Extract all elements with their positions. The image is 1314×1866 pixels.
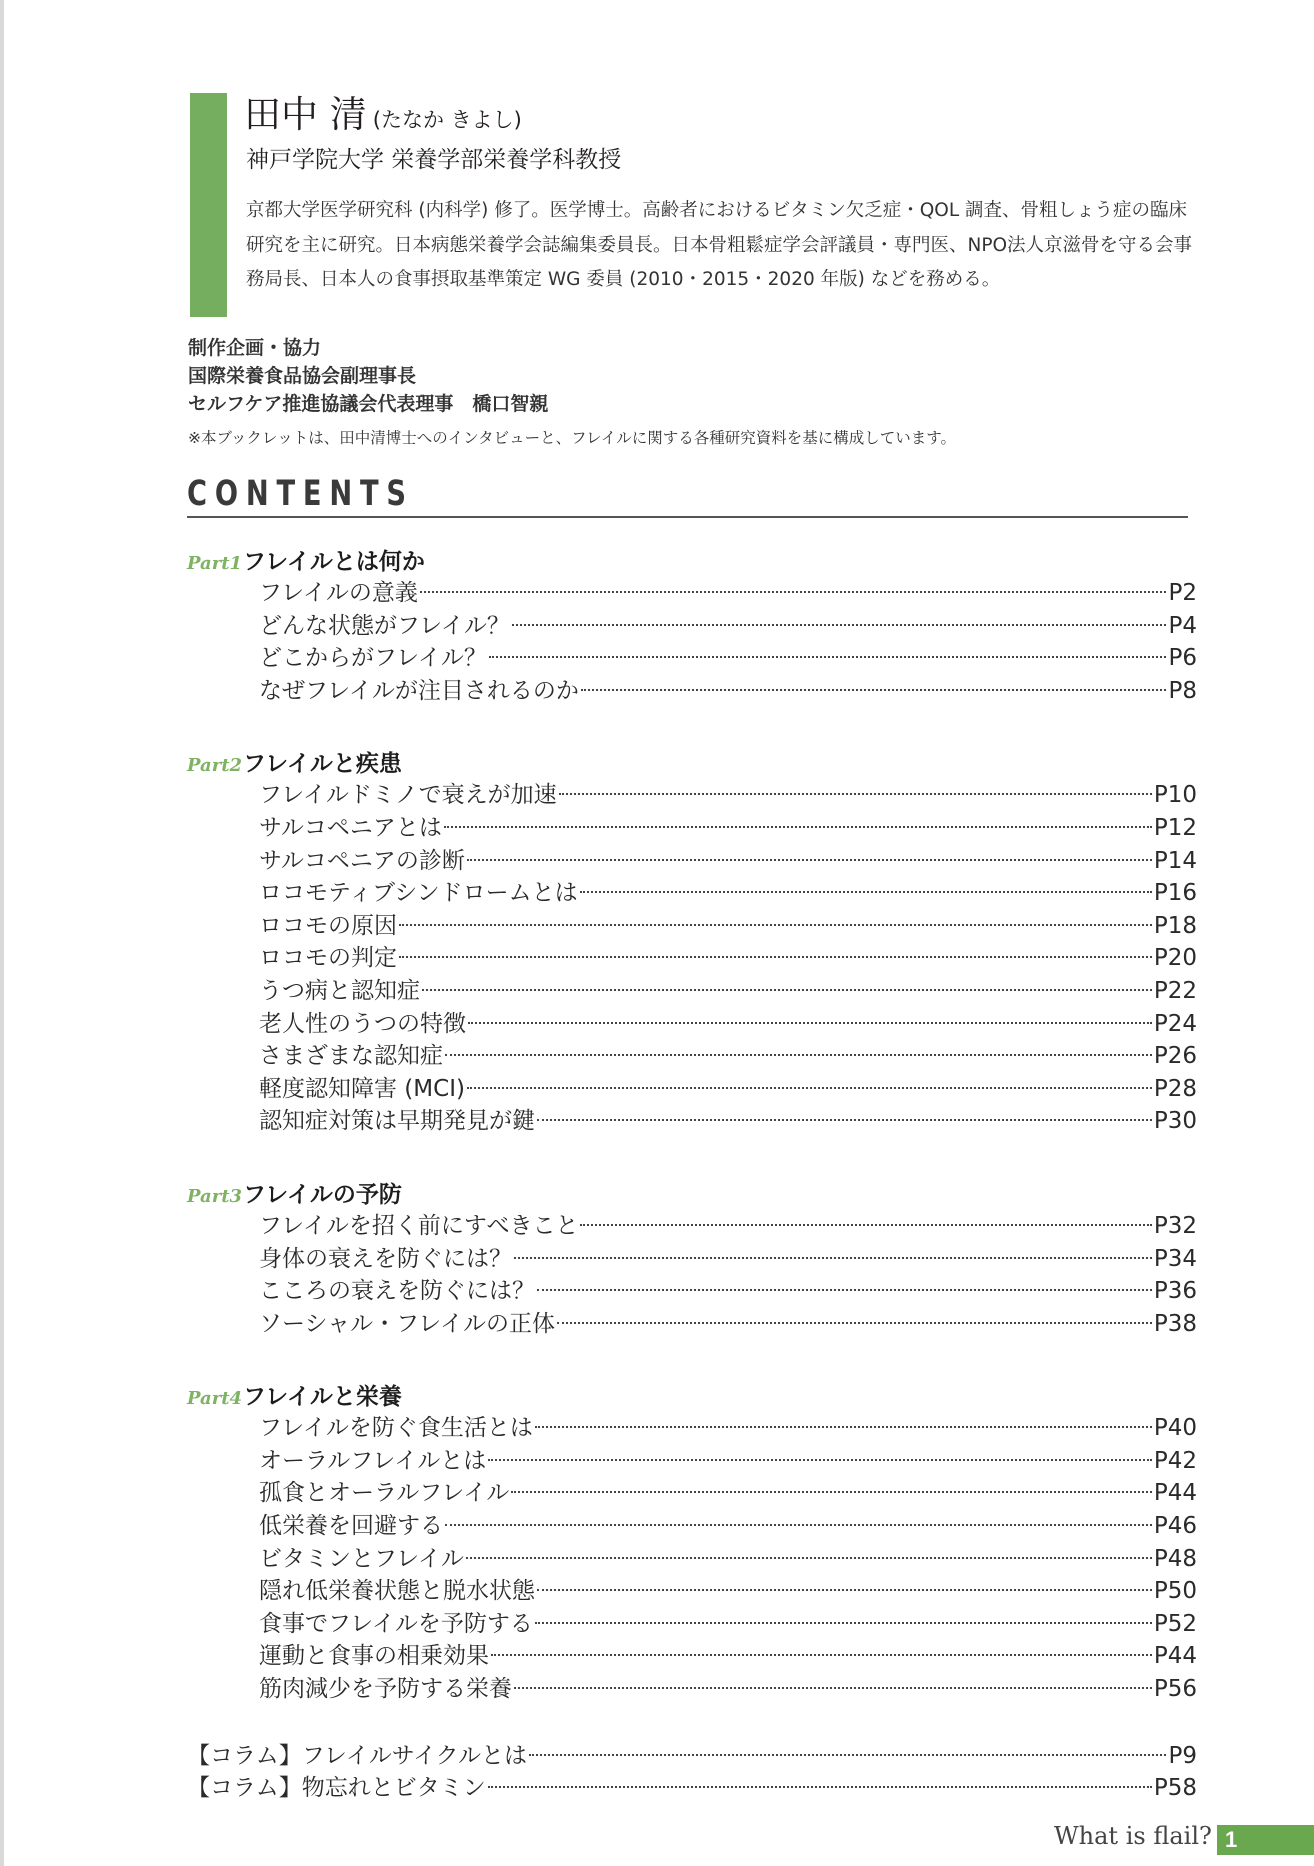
toc-entry[interactable] — [187, 642, 1197, 675]
author-kana: (たなか きよし) — [372, 108, 522, 132]
toc-entry-title: 低栄養を回避する — [259, 1513, 443, 1540]
toc-entry[interactable] — [187, 1412, 1197, 1445]
toc-entry[interactable] — [187, 1275, 1197, 1308]
toc-entry-page: P16 — [1153, 880, 1197, 907]
toc-entry-title: サルコペニアの診断 — [259, 847, 465, 874]
toc-entry-page: P24 — [1153, 1010, 1197, 1037]
toc-entry-title: 孤食とオーラルフレイル — [259, 1480, 510, 1507]
toc-part-section — [187, 1378, 1197, 1705]
toc-part-heading — [187, 543, 1197, 577]
toc-entry[interactable] — [187, 1210, 1197, 1243]
part-label: Part4 — [187, 1388, 243, 1410]
dot-leader — [535, 1622, 1152, 1624]
toc-column-entry[interactable] — [187, 1740, 1197, 1773]
toc-entry-page: P44 — [1153, 1643, 1197, 1670]
toc-entry[interactable] — [187, 610, 1197, 643]
dot-leader — [580, 891, 1152, 893]
toc-entry[interactable] — [187, 877, 1197, 910]
toc-part-heading — [187, 1378, 1197, 1412]
toc-entry-page: P20 — [1153, 945, 1197, 972]
toc-entry-title: ロコモティブシンドロームとは — [259, 880, 578, 907]
toc-entry-page: P26 — [1153, 1043, 1197, 1070]
toc-entry[interactable] — [187, 1543, 1197, 1576]
dot-leader — [488, 1459, 1152, 1461]
toc-entry[interactable] — [187, 1008, 1197, 1041]
toc-entry[interactable] — [187, 1673, 1197, 1706]
part-title: フレイルと疾患 — [243, 751, 402, 778]
toc-entry-title: ロコモの原因 — [259, 912, 397, 939]
toc-entry-title: サルコペニアとは — [259, 814, 442, 841]
toc-entry-title: 身体の衰えを防ぐには？ — [259, 1245, 512, 1272]
dot-leader — [581, 689, 1167, 691]
toc-entry[interactable] — [187, 1073, 1197, 1106]
toc-entry[interactable] — [187, 910, 1197, 943]
toc-entry[interactable] — [187, 812, 1197, 845]
toc-entry[interactable] — [187, 1608, 1197, 1641]
page-edge — [0, 0, 4, 1866]
toc-part-heading — [187, 745, 1197, 779]
toc-entry-title: 認知症対策は早期発見が鍵 — [259, 1108, 535, 1135]
toc-entry-page: P40 — [1153, 1415, 1197, 1442]
dot-leader — [422, 989, 1152, 991]
toc-entry-title: 【コラム】物忘れとビタミン — [187, 1775, 486, 1802]
booklet-note: ※本ブックレットは、田中清博士へのインタビューと、フレイルに関する各種研究資料を基に構成しています。 — [188, 429, 956, 447]
toc-entry-page: P18 — [1153, 912, 1197, 939]
toc-entry-page: P2 — [1168, 580, 1197, 606]
toc-entry[interactable] — [187, 1445, 1197, 1478]
dot-leader — [466, 1557, 1152, 1559]
toc-part-section — [187, 543, 1197, 707]
toc-entry[interactable] — [187, 1040, 1197, 1073]
toc-entry[interactable] — [187, 975, 1197, 1008]
toc-entry-title: うつ病と認知症 — [259, 977, 420, 1004]
credits-line: 制作企画・協力 — [188, 337, 322, 359]
credits-line: 国際栄養食品協会副理事長 — [188, 365, 417, 387]
dot-leader — [491, 1654, 1152, 1656]
toc-part-section — [187, 1176, 1197, 1340]
toc-entry-title: オーラルフレイルとは — [259, 1447, 487, 1474]
toc-entry-title: 筋肉減少を予防する栄養 — [259, 1676, 512, 1703]
part-title: フレイルの予防 — [243, 1181, 402, 1208]
dot-leader — [512, 624, 1167, 626]
toc-entry-title: どんな状態がフレイル？ — [259, 612, 510, 639]
contents-heading: CONTENTS — [187, 474, 414, 514]
toc-entry-title: ロコモの判定 — [259, 945, 397, 972]
dot-leader — [537, 1289, 1152, 1291]
toc-entry[interactable] — [187, 1510, 1197, 1543]
toc-entry-title: 【コラム】フレイルサイクルとは — [187, 1742, 527, 1769]
dot-leader — [399, 924, 1152, 926]
toc-entry[interactable] — [187, 1105, 1197, 1138]
contents-divider — [187, 516, 1188, 518]
toc-entry-page: P44 — [1153, 1480, 1197, 1507]
toc-entry-page: P8 — [1168, 677, 1197, 704]
table-of-contents — [187, 543, 1197, 1805]
toc-part-heading — [187, 1176, 1197, 1210]
dot-leader — [445, 1524, 1152, 1526]
toc-column-entry[interactable] — [187, 1772, 1197, 1805]
dot-leader — [467, 859, 1152, 861]
page-number: 1 — [1225, 1827, 1238, 1852]
toc-entry-title: フレイルを招く前にすべきこと — [259, 1212, 579, 1239]
dot-leader — [537, 1589, 1152, 1591]
toc-entry[interactable] — [187, 779, 1197, 812]
toc-entry-page: P6 — [1168, 645, 1197, 672]
dot-leader — [488, 1786, 1152, 1788]
toc-entry[interactable] — [187, 1640, 1197, 1673]
toc-entry-title: 運動と食事の相乗効果 — [259, 1643, 489, 1670]
dot-leader — [420, 591, 1167, 593]
toc-part-section — [187, 745, 1197, 1138]
dot-leader — [468, 1022, 1152, 1024]
toc-entry-title: ソーシャル・フレイルの正体 — [259, 1310, 556, 1337]
toc-entry-page: P14 — [1153, 847, 1197, 874]
dot-leader — [559, 793, 1152, 795]
dot-leader — [511, 1491, 1152, 1493]
dot-leader — [445, 1054, 1152, 1056]
dot-leader — [535, 1426, 1152, 1428]
toc-entry-page: P36 — [1153, 1278, 1197, 1305]
dot-leader — [537, 1119, 1152, 1121]
toc-entry[interactable] — [187, 942, 1197, 975]
toc-entry-title: フレイルを防ぐ食生活とは — [259, 1415, 533, 1442]
dot-leader — [580, 1224, 1151, 1226]
part-label: Part2 — [187, 755, 243, 777]
toc-entry-page: P56 — [1153, 1676, 1197, 1703]
toc-entry[interactable] — [187, 1477, 1197, 1510]
toc-entry[interactable] — [187, 1575, 1197, 1608]
credits-line: セルフケア推進協議会代表理事 橋口智親 — [188, 393, 549, 415]
part-title: フレイルと栄養 — [243, 1384, 402, 1411]
toc-entry-page: P34 — [1153, 1245, 1197, 1272]
toc-entry-page: P12 — [1153, 814, 1197, 841]
dot-leader — [444, 826, 1152, 828]
toc-entry-page: P9 — [1168, 1742, 1197, 1769]
toc-entry-page: P10 — [1153, 782, 1197, 809]
dot-leader — [529, 1754, 1167, 1756]
toc-entry-page: P22 — [1153, 977, 1197, 1004]
toc-entry-title: 老人性のうつの特徴 — [259, 1010, 466, 1037]
toc-entry-page: P42 — [1153, 1447, 1197, 1474]
author-bio: 京都大学医学研究科 (内科学) 修了。医学博士。高齢者におけるビタミン欠乏症・QOL 調査、骨粗しょう症の臨床研究を主に研究。日本病態栄養学会誌編集委員長。日本骨粗鬆症学会評議員・専門医、NPO法人京滋骨を守る会事務局長、日本人の食事摂取基準策定 WG 委員 (2010・2015・2020 年版) などを務める。 — [246, 200, 1193, 290]
part-title: フレイルとは何か — [243, 549, 425, 575]
toc-entry[interactable] — [187, 1243, 1197, 1276]
toc-entry-page: P28 — [1153, 1075, 1197, 1102]
toc-entry[interactable] — [187, 675, 1197, 708]
toc-entry-title: なぜフレイルが注目されるのか — [259, 677, 579, 704]
toc-entry-title: フレイルの意義 — [259, 580, 418, 606]
toc-entry-page: P52 — [1153, 1610, 1197, 1637]
toc-entry-page: P32 — [1153, 1212, 1197, 1239]
author-name: 田中 清 (たなか きよし) — [244, 93, 522, 136]
toc-entry[interactable] — [187, 845, 1197, 878]
toc-entry-page: P38 — [1153, 1310, 1197, 1337]
toc-entry-page: P4 — [1168, 612, 1197, 639]
toc-entry-title: 軽度認知障害 (MCI) — [259, 1075, 465, 1102]
part-label: Part1 — [187, 553, 243, 574]
author-title: 神戸学院大学 栄養学部栄養学科教授 — [246, 147, 622, 173]
toc-entry-title: ビタミンとフレイル — [259, 1545, 464, 1572]
page-number-box — [1217, 1825, 1314, 1855]
toc-entry-title: どこからがフレイル？ — [259, 645, 487, 672]
toc-entry-title: 隠れ低栄養状態と脱水状態 — [259, 1578, 535, 1605]
dot-leader — [467, 1087, 1152, 1089]
part-label: Part3 — [187, 1185, 243, 1207]
toc-entry-page: P30 — [1153, 1108, 1197, 1135]
toc-entry-title: 食事でフレイルを予防する — [259, 1610, 533, 1637]
toc-entry[interactable] — [187, 1308, 1197, 1341]
toc-entry-page: P48 — [1153, 1545, 1197, 1572]
dot-leader — [489, 656, 1167, 658]
footer-title: What is flail? — [1054, 1822, 1212, 1850]
toc-entry-page: P58 — [1153, 1775, 1197, 1802]
dot-leader — [514, 1687, 1152, 1689]
dot-leader — [514, 1257, 1152, 1259]
dot-leader — [399, 956, 1152, 958]
toc-entry-title: さまざまな認知症 — [259, 1043, 443, 1070]
toc-entry[interactable] — [187, 577, 1197, 610]
dot-leader — [557, 1322, 1152, 1324]
toc-entry-title: こころの衰えを防ぐには？ — [259, 1278, 535, 1305]
toc-entry-page: P50 — [1153, 1578, 1197, 1605]
toc-entry-title: フレイルドミノで衰えが加速 — [259, 782, 557, 809]
toc-columns — [187, 1740, 1197, 1805]
credits — [188, 334, 548, 418]
toc-entry-page: P46 — [1153, 1513, 1197, 1540]
author-accent-bar — [190, 93, 227, 317]
